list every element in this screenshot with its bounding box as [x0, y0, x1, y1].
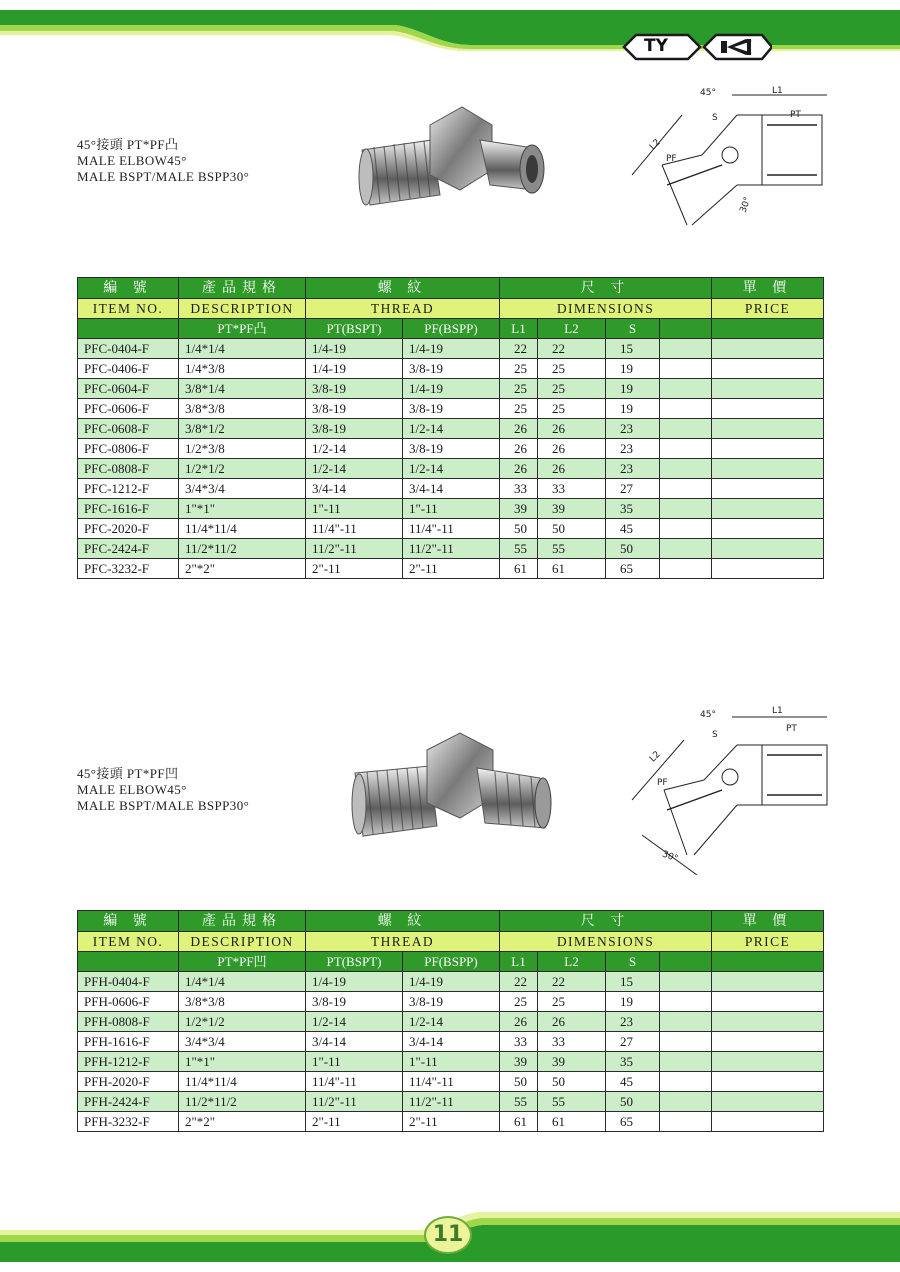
table-cell: 3/4-14 — [403, 1032, 500, 1052]
table-cell: 11/2*11/2 — [179, 1092, 306, 1112]
table-cell: 33 — [500, 1032, 538, 1052]
price-cell — [712, 399, 824, 419]
price-cell — [712, 1052, 824, 1072]
table-cell: 2"-11 — [306, 559, 403, 579]
price-cell — [712, 519, 824, 539]
table-cell: 1"-11 — [403, 1052, 500, 1072]
table-cell: PFC-0604-F — [78, 379, 179, 399]
header-cell: 編 號 — [78, 278, 179, 299]
table-cell: PFH-1212-F — [78, 1052, 179, 1072]
table-cell: 3/8-19 — [306, 379, 403, 399]
table-cell: 1/4*1/4 — [179, 972, 306, 992]
table-cell: 3/8-19 — [306, 992, 403, 1012]
diagram-l2-label: L2 — [648, 137, 663, 153]
table-cell: 1/2-14 — [403, 1012, 500, 1032]
header-cell: 單 價 — [712, 911, 824, 932]
caption-line: 45°接頭 PT*PF凸 — [77, 137, 179, 152]
table-cell: PFH-2424-F — [78, 1092, 179, 1112]
table-row — [78, 1012, 824, 1032]
table-cell: 1"-11 — [306, 1052, 403, 1072]
table-cell: 15 — [606, 339, 660, 359]
table-cell: 1/4-19 — [403, 972, 500, 992]
product-photo-male-elbow-concave — [345, 728, 555, 848]
table-cell: 1/2*3/8 — [179, 439, 306, 459]
table-cell: PFC-1212-F — [78, 479, 179, 499]
header-cell: 產品規格 — [179, 278, 306, 299]
header-cell: DIMENSIONS — [500, 299, 712, 319]
table-cell: 61 — [538, 559, 606, 579]
table-subheader — [78, 952, 824, 972]
table-cell: 27 — [606, 479, 660, 499]
table-row — [78, 519, 824, 539]
header-cell: ITEM NO. — [78, 932, 179, 952]
table-row — [78, 1072, 824, 1092]
price-cell — [712, 972, 824, 992]
price-cell — [712, 419, 824, 439]
price-cell — [712, 1092, 824, 1112]
table-cell: 11/2"-11 — [403, 1092, 500, 1112]
table-cell: 1/2-14 — [306, 1012, 403, 1032]
price-cell — [712, 439, 824, 459]
table-cell: 3/8-19 — [403, 992, 500, 1012]
table-cell: 26 — [538, 439, 606, 459]
table-cell: 11/4"-11 — [306, 1072, 403, 1092]
table-cell: PFH-3232-F — [78, 1112, 179, 1132]
table-cell: PFH-0808-F — [78, 1012, 179, 1032]
empty-cell — [660, 479, 712, 499]
subheader-cell: PT*PF凸 — [179, 319, 306, 339]
table-cell: PFH-2020-F — [78, 1072, 179, 1092]
table-row — [78, 1112, 824, 1132]
empty-cell — [660, 559, 712, 579]
table-cell: 1/4-19 — [306, 972, 403, 992]
table-cell: 26 — [500, 459, 538, 479]
subheader-cell — [712, 319, 824, 339]
table-cell: 3/8*1/4 — [179, 379, 306, 399]
table-cell: PFC-2424-F — [78, 539, 179, 559]
table-cell: 2"*2" — [179, 1112, 306, 1132]
empty-cell — [660, 359, 712, 379]
table-cell: 55 — [500, 539, 538, 559]
table-cell: PFH-0606-F — [78, 992, 179, 1012]
table-row — [78, 439, 824, 459]
table-cell: 11/2"-11 — [403, 539, 500, 559]
empty-cell — [660, 1032, 712, 1052]
price-cell — [712, 379, 824, 399]
table-cell: 19 — [606, 399, 660, 419]
table-cell: 2"-11 — [306, 1112, 403, 1132]
price-cell — [712, 499, 824, 519]
table-cell: 1/2-14 — [403, 419, 500, 439]
empty-cell — [660, 1092, 712, 1112]
table-cell: 22 — [500, 972, 538, 992]
table-cell: 27 — [606, 1032, 660, 1052]
table-cell: 25 — [500, 399, 538, 419]
diagram-pf-label: PF — [666, 154, 677, 164]
table-cell: 26 — [538, 419, 606, 439]
header-cell: 螺 紋 — [306, 278, 500, 299]
price-cell — [712, 459, 824, 479]
table-cell: 23 — [606, 1012, 660, 1032]
brand-logo — [622, 32, 772, 62]
table-cell: 2"-11 — [403, 1112, 500, 1132]
table-cell: 3/8-19 — [403, 399, 500, 419]
table-cell: 11/2*11/2 — [179, 539, 306, 559]
table-row — [78, 399, 824, 419]
subheader-cell: L2 — [538, 319, 606, 339]
empty-cell — [660, 1052, 712, 1072]
table-cell: PFH-1616-F — [78, 1032, 179, 1052]
subheader-cell — [78, 952, 179, 972]
table-cell: 39 — [538, 499, 606, 519]
diagram-pt-label: PT — [786, 724, 797, 734]
table-cell: 19 — [606, 359, 660, 379]
table-cell: 1/4-19 — [306, 359, 403, 379]
caption-line: 45°接頭 PT*PF凹 — [77, 766, 179, 781]
table-cell: 3/4-14 — [306, 1032, 403, 1052]
header-cell: DESCRIPTION — [179, 932, 306, 952]
header-cell: PRICE — [712, 932, 824, 952]
table-cell: 39 — [500, 1052, 538, 1072]
table-cell: 50 — [538, 519, 606, 539]
product-caption-2 — [77, 766, 249, 814]
table-cell: 25 — [538, 992, 606, 1012]
table-cell: 35 — [606, 1052, 660, 1072]
table-cell: 26 — [500, 419, 538, 439]
empty-cell — [660, 339, 712, 359]
table-header-en — [78, 299, 824, 319]
table-cell: 26 — [500, 439, 538, 459]
diagram-cone-label: 30° — [660, 849, 680, 865]
empty-cell — [660, 459, 712, 479]
table-cell: 1/2*1/2 — [179, 1012, 306, 1032]
table-cell: 22 — [538, 339, 606, 359]
empty-cell — [660, 972, 712, 992]
table-cell: 1"-11 — [403, 499, 500, 519]
caption-line: MALE BSPT/MALE BSPP30° — [77, 798, 250, 813]
table-cell: 50 — [500, 1072, 538, 1092]
subheader-cell: PT(BSPT) — [306, 319, 403, 339]
table-cell: 15 — [606, 972, 660, 992]
empty-cell — [660, 519, 712, 539]
table-cell: 35 — [606, 499, 660, 519]
table-cell: 1/2*1/2 — [179, 459, 306, 479]
table-cell: 11/4"-11 — [403, 1072, 500, 1092]
table-row — [78, 559, 824, 579]
table-cell: PFC-1616-F — [78, 499, 179, 519]
table-row — [78, 972, 824, 992]
table-cell: 1/2-14 — [306, 459, 403, 479]
diagram-l1-label: L1 — [772, 86, 783, 96]
table-cell: PFC-2020-F — [78, 519, 179, 539]
empty-cell — [660, 1072, 712, 1092]
table-row — [78, 379, 824, 399]
table-cell: PFC-0404-F — [78, 339, 179, 359]
table-cell: 1/2-14 — [306, 439, 403, 459]
table-cell: 25 — [538, 399, 606, 419]
table-cell: 2"-11 — [403, 559, 500, 579]
header-cell: THREAD — [306, 932, 500, 952]
table-cell: 3/4-14 — [403, 479, 500, 499]
caption-line: MALE ELBOW45° — [77, 153, 187, 168]
table-cell: 26 — [538, 1012, 606, 1032]
header-cell: DESCRIPTION — [179, 299, 306, 319]
table-cell: 33 — [538, 479, 606, 499]
table-row — [78, 419, 824, 439]
table-cell: 50 — [606, 1092, 660, 1112]
table-cell: 3/8*3/8 — [179, 399, 306, 419]
table-cell: PFC-0806-F — [78, 439, 179, 459]
table-cell: 1/2-14 — [403, 459, 500, 479]
table-cell: 1"-11 — [306, 499, 403, 519]
table-cell: 11/2"-11 — [306, 1092, 403, 1112]
table-cell: 33 — [538, 1032, 606, 1052]
subheader-cell: L1 — [500, 319, 538, 339]
diagram-s-label: S — [712, 113, 718, 123]
table-cell: 55 — [538, 1092, 606, 1112]
price-cell — [712, 1072, 824, 1092]
table-cell: 26 — [500, 1012, 538, 1032]
subheader-cell — [78, 319, 179, 339]
table-cell: 1/4-19 — [403, 339, 500, 359]
table-cell: 50 — [538, 1072, 606, 1092]
table-header-zh — [78, 911, 824, 932]
table-row — [78, 359, 824, 379]
table-cell: PFC-0808-F — [78, 459, 179, 479]
table-cell: 39 — [500, 499, 538, 519]
table-cell: 25 — [500, 379, 538, 399]
empty-cell — [660, 539, 712, 559]
table-cell: 25 — [538, 359, 606, 379]
table-cell: 61 — [538, 1112, 606, 1132]
price-cell — [712, 479, 824, 499]
table-cell: 65 — [606, 1112, 660, 1132]
table-row — [78, 992, 824, 1012]
table-cell: PFH-0404-F — [78, 972, 179, 992]
table-cell: 39 — [538, 1052, 606, 1072]
diagram-angle-label: 45° — [700, 88, 716, 98]
subheader-cell: PF(BSPP) — [403, 319, 500, 339]
table-cell: PFC-0406-F — [78, 359, 179, 379]
spec-table-2 — [77, 910, 824, 1132]
table-cell: 1/4*1/4 — [179, 339, 306, 359]
diagram-cone-label: 30° — [738, 195, 754, 215]
table-cell: 65 — [606, 559, 660, 579]
table-cell: 22 — [538, 972, 606, 992]
table-cell: 25 — [538, 379, 606, 399]
header-cell: 尺 寸 — [500, 911, 712, 932]
table-cell: 3/4-14 — [306, 479, 403, 499]
table-row — [78, 479, 824, 499]
table-cell: 55 — [538, 539, 606, 559]
table-subheader — [78, 319, 824, 339]
table-cell: 1/4-19 — [306, 339, 403, 359]
table-cell: 25 — [500, 992, 538, 1012]
subheader-cell: PT(BSPT) — [306, 952, 403, 972]
table-cell: 61 — [500, 559, 538, 579]
subheader-cell: L2 — [538, 952, 606, 972]
header-cell: 單 價 — [712, 278, 824, 299]
table-row — [78, 339, 824, 359]
table-cell: 3/8-19 — [306, 399, 403, 419]
table-cell: PFC-0608-F — [78, 419, 179, 439]
table-row — [78, 1092, 824, 1112]
price-cell — [712, 559, 824, 579]
table-cell: 22 — [500, 339, 538, 359]
header-cell: 產品規格 — [179, 911, 306, 932]
table-cell: 33 — [500, 479, 538, 499]
subheader-cell: PT*PF凹 — [179, 952, 306, 972]
subheader-cell: PF(BSPP) — [403, 952, 500, 972]
empty-cell — [660, 1012, 712, 1032]
diagram-s-label: S — [712, 730, 718, 740]
diagram-l1-label: L1 — [772, 706, 783, 716]
logo-text-ty: TY — [644, 36, 668, 56]
table-cell: 61 — [500, 1112, 538, 1132]
subheader-cell: L1 — [500, 952, 538, 972]
table-row — [78, 459, 824, 479]
page-number: 11 — [424, 1216, 472, 1254]
price-cell — [712, 339, 824, 359]
logo-text-k — [732, 36, 733, 37]
price-cell — [712, 539, 824, 559]
dimension-diagram-1 — [622, 85, 832, 235]
product-caption-1 — [77, 137, 249, 185]
header-cell: THREAD — [306, 299, 500, 319]
empty-cell — [660, 379, 712, 399]
table-cell: 45 — [606, 519, 660, 539]
price-cell — [712, 359, 824, 379]
table-row — [78, 1052, 824, 1072]
table-cell: 11/4*11/4 — [179, 519, 306, 539]
subheader-cell: S — [606, 952, 660, 972]
table-cell: 3/8-19 — [403, 359, 500, 379]
table-cell: 3/4*3/4 — [179, 1032, 306, 1052]
table-header-en — [78, 932, 824, 952]
diagram-pf-label: PF — [657, 778, 668, 788]
header-cell: ITEM NO. — [78, 299, 179, 319]
table-row — [78, 1032, 824, 1052]
caption-line: MALE ELBOW45° — [77, 782, 187, 797]
table-cell: 3/8-19 — [403, 439, 500, 459]
diagram-angle-label: 45° — [700, 710, 716, 720]
table-cell: 11/4"-11 — [403, 519, 500, 539]
table-cell: 1"*1" — [179, 499, 306, 519]
price-cell — [712, 1112, 824, 1132]
diagram-l2-label: L2 — [648, 749, 663, 765]
header-cell: 編 號 — [78, 911, 179, 932]
table-cell: 23 — [606, 419, 660, 439]
table-cell: 11/4*11/4 — [179, 1072, 306, 1092]
table-cell: 23 — [606, 459, 660, 479]
table-cell: 3/4*3/4 — [179, 479, 306, 499]
table-cell: 11/2"-11 — [306, 539, 403, 559]
table-cell: 11/4"-11 — [306, 519, 403, 539]
price-cell — [712, 1012, 824, 1032]
subheader-cell: S — [606, 319, 660, 339]
table-cell: 3/8-19 — [306, 419, 403, 439]
table-cell: 19 — [606, 992, 660, 1012]
empty-cell — [660, 499, 712, 519]
empty-cell — [660, 419, 712, 439]
table-cell: 1"*1" — [179, 1052, 306, 1072]
empty-cell — [660, 1112, 712, 1132]
subheader-cell — [660, 319, 712, 339]
table-cell: 3/8*3/8 — [179, 992, 306, 1012]
empty-cell — [660, 992, 712, 1012]
subheader-cell — [660, 952, 712, 972]
empty-cell — [660, 399, 712, 419]
table-cell: 45 — [606, 1072, 660, 1092]
table-cell: 50 — [606, 539, 660, 559]
price-cell — [712, 992, 824, 1012]
table-cell: 25 — [500, 359, 538, 379]
subheader-cell — [712, 952, 824, 972]
table-header-zh — [78, 278, 824, 299]
table-row — [78, 539, 824, 559]
table-cell: PFC-0606-F — [78, 399, 179, 419]
header-cell: DIMENSIONS — [500, 932, 712, 952]
empty-cell — [660, 439, 712, 459]
table-cell: 50 — [500, 519, 538, 539]
table-cell: 1/4-19 — [403, 379, 500, 399]
product-photo-male-elbow-convex — [352, 95, 552, 215]
table-cell: 1/4*3/8 — [179, 359, 306, 379]
caption-line: MALE BSPT/MALE BSPP30° — [77, 169, 250, 184]
dimension-diagram-2 — [622, 705, 832, 875]
table-cell: 55 — [500, 1092, 538, 1112]
table-row — [78, 499, 824, 519]
table-cell: PFC-3232-F — [78, 559, 179, 579]
table-cell: 23 — [606, 439, 660, 459]
table-cell: 26 — [538, 459, 606, 479]
header-cell: 螺 紋 — [306, 911, 500, 932]
header-cell: PRICE — [712, 299, 824, 319]
header-cell: 尺 寸 — [500, 278, 712, 299]
price-cell — [712, 1032, 824, 1052]
table-cell: 19 — [606, 379, 660, 399]
table-cell: 2"*2" — [179, 559, 306, 579]
diagram-pt-label: PT — [790, 110, 801, 120]
table-cell: 3/8*1/2 — [179, 419, 306, 439]
spec-table-1 — [77, 277, 824, 579]
